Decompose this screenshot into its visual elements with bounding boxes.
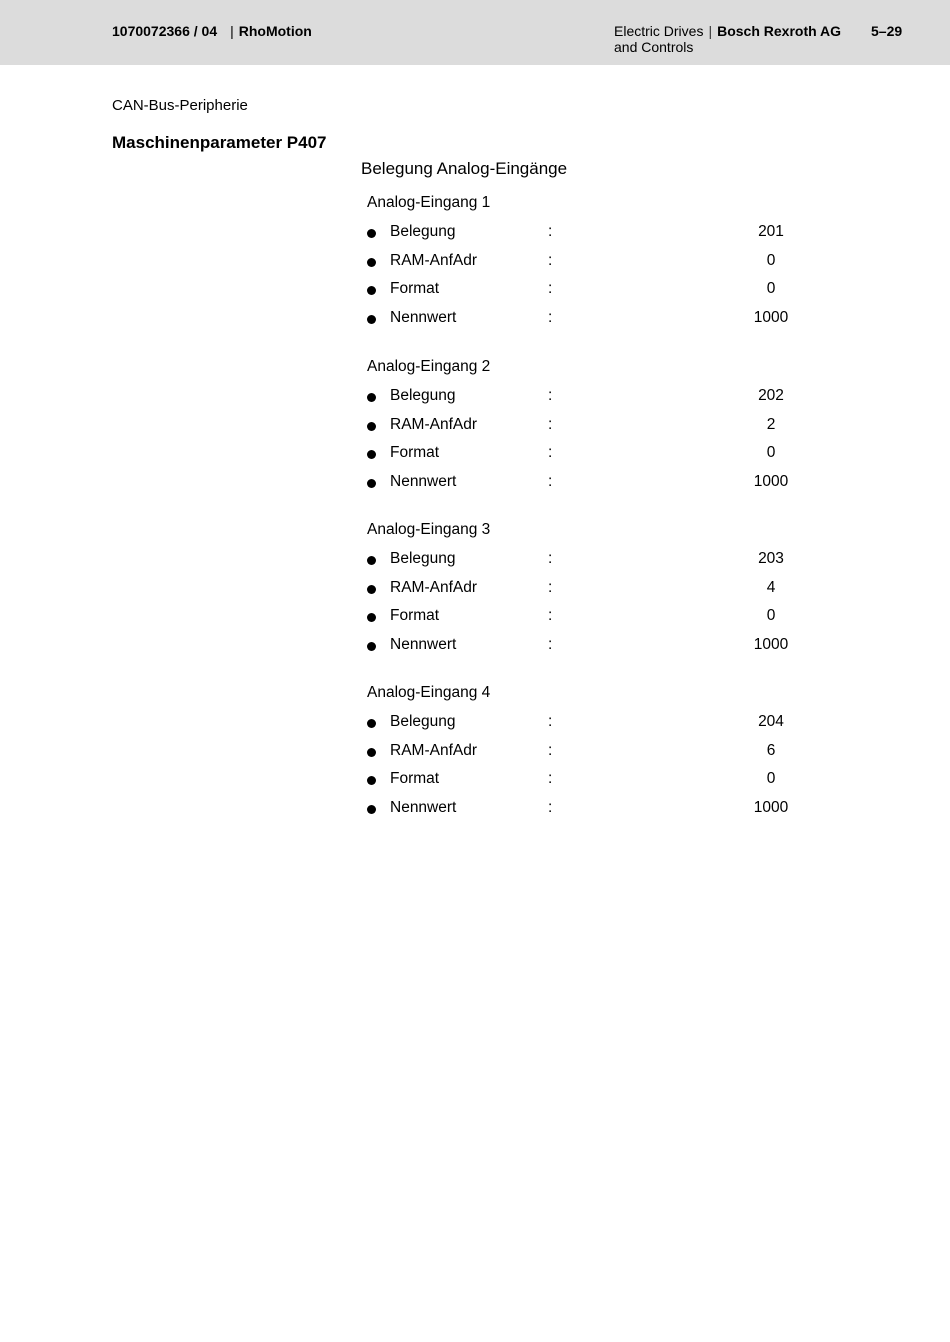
parameter-row — [367, 799, 827, 819]
company-name: Bosch Rexroth AG — [717, 23, 842, 39]
parameter-label: Format — [390, 444, 440, 461]
parameter-value: 1000 — [753, 799, 789, 816]
parameter-label: Format — [390, 607, 440, 624]
bullet-icon — [367, 258, 376, 267]
colon-separator: : — [548, 252, 553, 269]
bullet-icon — [367, 748, 376, 757]
parameter-value: 0 — [766, 280, 776, 297]
parameter-label: RAM-AnfAdr — [390, 742, 477, 759]
parameter-row — [367, 280, 827, 300]
colon-separator: : — [548, 799, 553, 816]
bullet-icon — [367, 422, 376, 431]
parameter-row — [367, 387, 827, 407]
bullet-icon — [367, 315, 376, 324]
bullet-icon — [367, 776, 376, 785]
colon-separator: : — [548, 309, 553, 326]
bullet-icon — [367, 393, 376, 402]
parameter-row — [367, 223, 827, 243]
parameter-value: 201 — [758, 223, 784, 240]
parameter-value: 0 — [766, 252, 776, 269]
bullet-icon — [367, 642, 376, 651]
colon-separator: : — [548, 473, 553, 490]
parameter-label: Belegung — [390, 387, 456, 404]
bullet-icon — [367, 450, 376, 459]
group-title: Analog-Eingang 4 — [367, 684, 491, 701]
parameter-value: 1000 — [753, 636, 789, 653]
parameter-label: Format — [390, 280, 440, 297]
parameter-label: Nennwert — [390, 799, 457, 816]
colon-separator: : — [548, 444, 553, 461]
division-line-2: and Controls — [614, 39, 694, 55]
bullet-icon — [367, 613, 376, 622]
bullet-icon — [367, 479, 376, 488]
parameter-value: 204 — [758, 713, 784, 730]
colon-separator: : — [548, 550, 553, 567]
header-separator: | — [230, 23, 234, 39]
parameter-label: RAM-AnfAdr — [390, 579, 477, 596]
parameter-value: 203 — [758, 550, 784, 567]
parameter-row — [367, 713, 827, 733]
parameter-label: Nennwert — [390, 636, 457, 653]
parameter-label: RAM-AnfAdr — [390, 252, 477, 269]
section-title: CAN-Bus-Peripherie — [112, 97, 248, 114]
parameter-value: 0 — [766, 770, 776, 787]
colon-separator: : — [548, 742, 553, 759]
bullet-icon — [367, 585, 376, 594]
division-line-1: Electric Drives — [614, 23, 704, 39]
company-separator: | — [708, 23, 713, 39]
parameter-row — [367, 607, 827, 627]
bullet-icon — [367, 556, 376, 565]
parameter-value: 4 — [766, 579, 776, 596]
parameter-value: 0 — [766, 607, 776, 624]
colon-separator: : — [548, 416, 553, 433]
parameter-label: RAM-AnfAdr — [390, 416, 477, 433]
parameter-value: 6 — [766, 742, 776, 759]
colon-separator: : — [548, 636, 553, 653]
parameter-value: 0 — [766, 444, 776, 461]
parameter-value: 202 — [758, 387, 784, 404]
group-title: Analog-Eingang 3 — [367, 521, 491, 538]
parameter-label: Nennwert — [390, 309, 457, 326]
group-title: Analog-Eingang 1 — [367, 194, 491, 211]
product-name: RhoMotion — [238, 23, 312, 39]
subtitle: Belegung Analog-Eingänge — [361, 159, 568, 178]
bullet-icon — [367, 286, 376, 295]
group-title: Analog-Eingang 2 — [367, 358, 491, 375]
parameter-row — [367, 579, 827, 599]
bullet-icon — [367, 229, 376, 238]
parameter-value: 2 — [766, 416, 776, 433]
parameter-row — [367, 309, 827, 329]
colon-separator: : — [548, 770, 553, 787]
colon-separator: : — [548, 280, 553, 297]
parameter-value: 1000 — [753, 473, 789, 490]
parameter-label: Belegung — [390, 713, 456, 730]
parameter-row — [367, 550, 827, 570]
parameter-label: Belegung — [390, 550, 456, 567]
page-number: 5–29 — [871, 23, 903, 39]
page-header — [0, 0, 950, 65]
colon-separator: : — [548, 579, 553, 596]
parameter-value: 1000 — [753, 309, 789, 326]
header-company-info — [614, 23, 841, 55]
parameter-label: Format — [390, 770, 440, 787]
parameter-row — [367, 444, 827, 464]
parameter-label: Belegung — [390, 223, 456, 240]
parameter-row — [367, 252, 827, 272]
parameter-label: Nennwert — [390, 473, 457, 490]
doc-number: 1070072366 / 04 — [112, 23, 218, 39]
bullet-icon — [367, 805, 376, 814]
colon-separator: : — [548, 223, 553, 240]
parameter-title: Maschinenparameter P407 — [112, 133, 327, 152]
parameter-row — [367, 416, 827, 436]
parameter-row — [367, 473, 827, 493]
parameter-row — [367, 770, 827, 790]
parameter-row — [367, 636, 827, 656]
parameter-row — [367, 742, 827, 762]
header-document-info — [112, 23, 312, 39]
bullet-icon — [367, 719, 376, 728]
colon-separator: : — [548, 607, 553, 624]
colon-separator: : — [548, 713, 553, 730]
colon-separator: : — [548, 387, 553, 404]
